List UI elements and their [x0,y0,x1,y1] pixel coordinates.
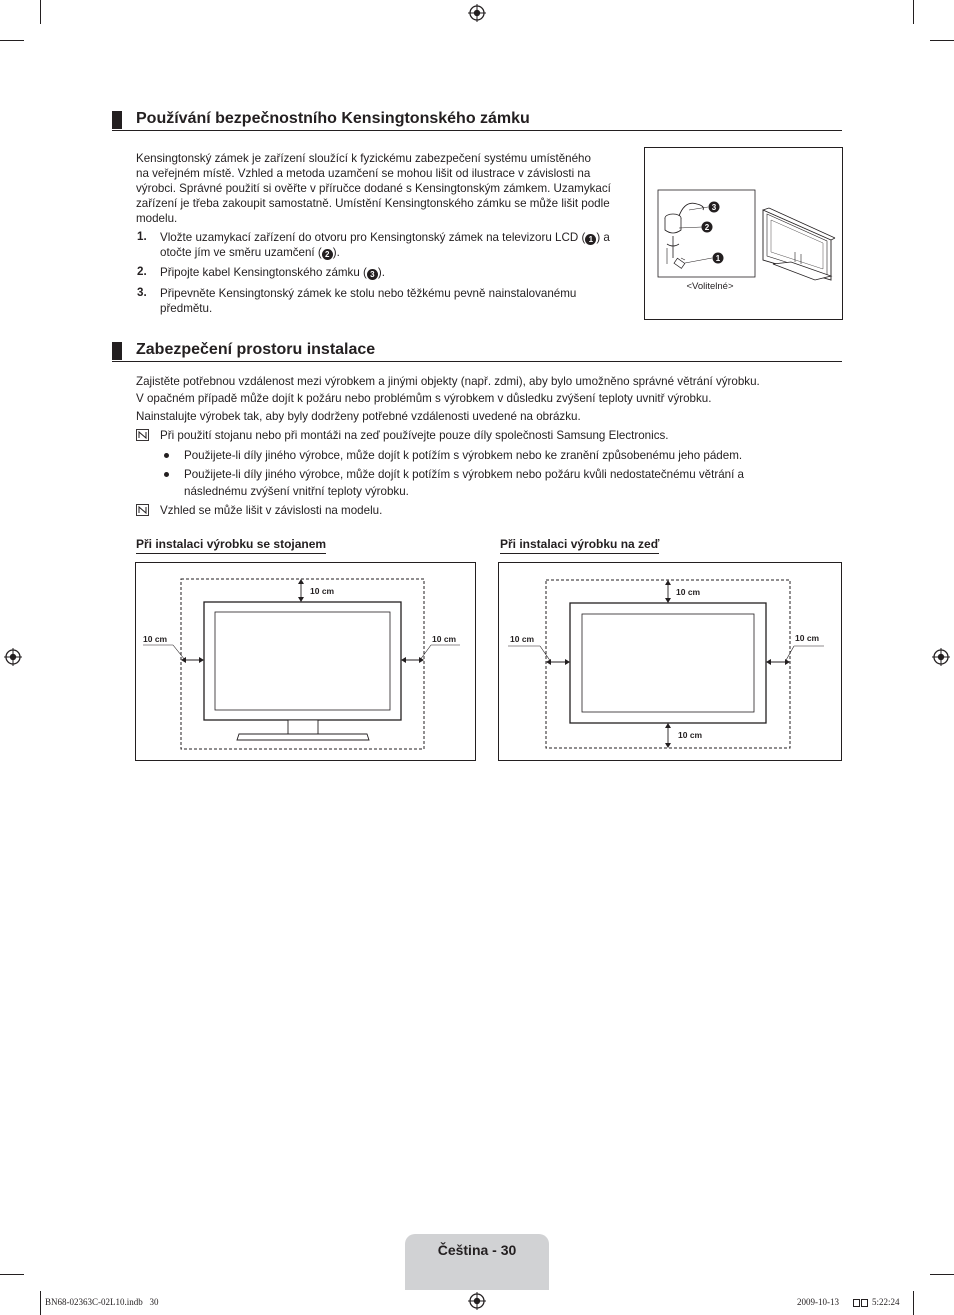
callout-badge: 3 [367,269,378,280]
bullet-line: Použijete-li díly jiného výrobce, může dojít k potížím s výrobkem nebo ke zranění způsobenému jeho pádem. [184,449,743,462]
note-text: Vzhled se může lišit v závislosti na modelu. [160,504,383,517]
section-marker [112,342,122,360]
bullet [164,453,169,458]
page-number-tab [405,1234,549,1290]
section-kensington-title [112,110,842,131]
unrendered-glyph-icon [861,1299,868,1307]
wall-clearance-diagram [498,562,842,761]
crop-mark [40,1291,41,1315]
step-text: Připojte kabel Kensingtonského zámku ( [160,266,367,279]
clearance-right-label: 10 cm [795,633,820,643]
step-text: Připevněte Kensingtonský zámek ke stolu nebo těžkému pevně nainstalovanému [160,287,577,300]
callout-badge: 2 [322,249,333,260]
step-number: 3. [137,286,147,299]
section-installation-title [112,341,842,362]
section-title-text: Zabezpečení prostoru instalace [136,341,376,358]
stand-clearance-diagram [135,562,476,761]
crop-mark [930,1274,954,1275]
clearance-top-label: 10 cm [310,586,335,596]
registration-mark-icon [468,1292,486,1310]
clearance-top-label: 10 cm [676,587,701,597]
crop-mark [913,0,914,24]
installation-text-line: Zajistěte potřebnou vzdálenost mezi výrobkem a jinými objekty (např. zdmi), aby bylo umožněno správné větrání výrobku. [136,375,760,388]
section-title-text: Používání bezpečnostního Kensingtonského zámku [136,110,530,127]
print-date: 2009-10-13 [797,1297,839,1307]
crop-mark [0,40,24,41]
bullet-line: následnému zvýšení vnitřní teploty výrobku. [184,485,409,498]
bullet-line: Použijete-li díly jiného výrobce, může dojít k potížím s výrobkem nebo požáru kvůli nedostatečnému větrání a [184,468,744,481]
kensington-illustration [645,148,842,319]
bullet-text [184,467,824,499]
note-text: Při použití stojanu nebo při montáži na zeď používejte pouze díly společnosti Samsung Electronics. [160,429,669,442]
callout-badge: 1 [585,234,596,245]
step-number: 1. [137,230,147,243]
step-2 [160,265,638,280]
page-number: Čeština - 30 [437,1242,517,1258]
step-text: ). [332,246,340,259]
section-marker [112,111,122,129]
print-time: 5:22:24 [872,1297,900,1307]
stand-diagram-heading: Při instalaci výrobku se stojanem [136,536,326,554]
note-icon [136,429,149,441]
crop-mark [913,1291,914,1315]
registration-mark-icon [4,648,22,666]
intro-line: zařízení je třeba zakoupit samostatně. Umístění Kensingtonského zámku se může lišit podle [136,197,610,210]
step-text: Vložte uzamykací zařízení do otvoru pro Kensingtonský zámek na televizoru LCD ( [160,231,586,244]
crop-mark [0,1274,24,1275]
unrendered-glyph-icon [853,1299,860,1307]
step-text: ) a [596,231,610,244]
clearance-left-label: 10 cm [510,634,535,644]
step-1 [160,230,638,260]
registration-mark-icon [932,648,950,666]
step-text: otočte jím ve směru uzamčení ( [160,246,322,259]
callout-2-label: 2 [704,223,710,232]
clearance-left-label: 10 cm [143,634,168,644]
registration-mark-icon [468,4,486,22]
intro-line: výrobci. Správné použití si ověřte v příručce dodané s Kensingtonským zámkem. Uzamykací [136,182,611,195]
note-icon [136,504,149,516]
figure-caption: <Volitelné> [686,281,734,292]
step-number: 2. [137,265,147,278]
intro-line: modelu. [136,212,178,225]
installation-text-line: Nainstalujte výrobek tak, aby byly dodrženy potřebné vzdálenosti uvedené na obrázku. [136,410,581,423]
callout-3-label: 3 [711,203,717,212]
file-info: BN68-02363C-02L10.indb 30 [45,1297,159,1307]
bullet [164,472,169,477]
clearance-right-label: 10 cm [432,634,457,644]
intro-line: Kensingtonský zámek je zařízení sloužící k fyzickému zabezpečení systému umístěného [136,152,591,165]
wall-diagram-heading: Při instalaci výrobku na zeď [500,536,659,554]
bullet-text [184,448,824,463]
step-text: předmětu. [160,302,213,315]
crop-mark [40,0,41,24]
step-text: ). [377,266,385,279]
kensington-figure [644,147,843,320]
crop-mark [930,40,954,41]
step-3 [160,286,638,316]
intro-line: na veřejném místě. Vzhled a metoda uzamčení se mohou lišit od ilustrace v závislosti na [136,167,591,180]
installation-text-line: V opačném případě může dojít k požáru nebo problémům s výrobkem v důsledku zvýšení teploty uvnitř výrobku. [136,392,712,405]
kensington-intro [136,151,638,226]
clearance-bottom-label: 10 cm [678,730,703,740]
callout-1-label: 1 [715,254,721,263]
